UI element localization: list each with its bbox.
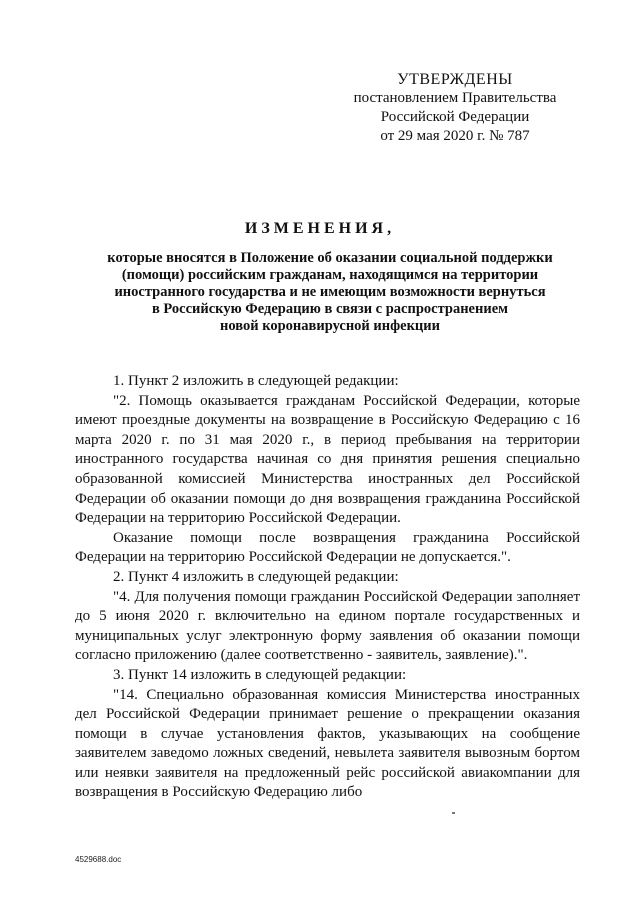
paragraph-item-2: 2. Пункт 4 изложить в следующей редакции:: [113, 568, 399, 585]
subtitle-line-1: которые вносятся в Положение об оказании социальной поддержки: [107, 250, 553, 266]
scan-speck: [452, 812, 455, 814]
approval-heading: УТВЕРЖДЕНЫ: [397, 71, 513, 88]
document-body: [75, 372, 580, 803]
approval-line-1: постановлением Правительства: [353, 90, 557, 106]
file-name-footer: 4529688.doc: [75, 855, 122, 864]
paragraph-point-2: "2. Помощь оказывается гражданам Российской Федерации, которые имеют проездные документы на возвращение в Российскую Федерацию с 16 марта 2020 г. по 31 мая 2020 г., в период пребывания на территории иностранного государства начиная со дня принятия решения специально образованной комиссией Министерства иностранных дел Российской Федерации об оказании помощи до дня возвращения гражданина Российской Федерации на территорию Российской Федерации.: [75, 392, 580, 527]
subtitle-line-5: новой коронавирусной инфекции: [219, 318, 440, 334]
paragraph-point-4: "4. Для получения помощи гражданин Российской Федерации заполняет до 5 июня 2020 г. включительно на едином портале государственных и муниципальных услуг электронную форму заявления об оказании помощи согласно приложению (далее соответственно - заявитель, заявление).".: [75, 588, 580, 664]
paragraph-item-3: 3. Пункт 14 изложить в следующей редакции:: [113, 666, 407, 683]
subtitle-line-2: (помощи) российским гражданам, находящимся на территории: [121, 267, 539, 283]
subtitle-line-3: иностранного государства и не имеющим возможности вернуться: [114, 284, 546, 300]
paragraph-point-2-cont: Оказание помощи после возвращения гражданина Российской Федерации на территорию Российской Федерации не допускается.".: [75, 529, 580, 566]
approval-line-2: Российской Федерации: [380, 109, 530, 125]
paragraph-item-1: 1. Пункт 2 изложить в следующей редакции:: [113, 373, 399, 389]
paragraph-point-14: "14. Специально образованная комиссия Министерства иностранных дел Российской Федерации принимает решение о прекращении оказания помощи в случае установления фактов, указывающих на сообщение заявителем заведомо ложных сведений, невылета заявителя вывозным бортом или неявки заявителя на предложенный рейс российской авиакомпании для возвращения в Российскую Федерацию либо: [75, 686, 580, 801]
document-subtitle: [60, 250, 600, 335]
approval-line-3: от 29 мая 2020 г. № 787: [380, 128, 530, 144]
approval-block: [300, 70, 610, 146]
document-title: ИЗМЕНЕНИЯ,: [244, 220, 396, 237]
subtitle-line-4: в Российскую Федерацию в связи с распространением: [151, 301, 509, 317]
